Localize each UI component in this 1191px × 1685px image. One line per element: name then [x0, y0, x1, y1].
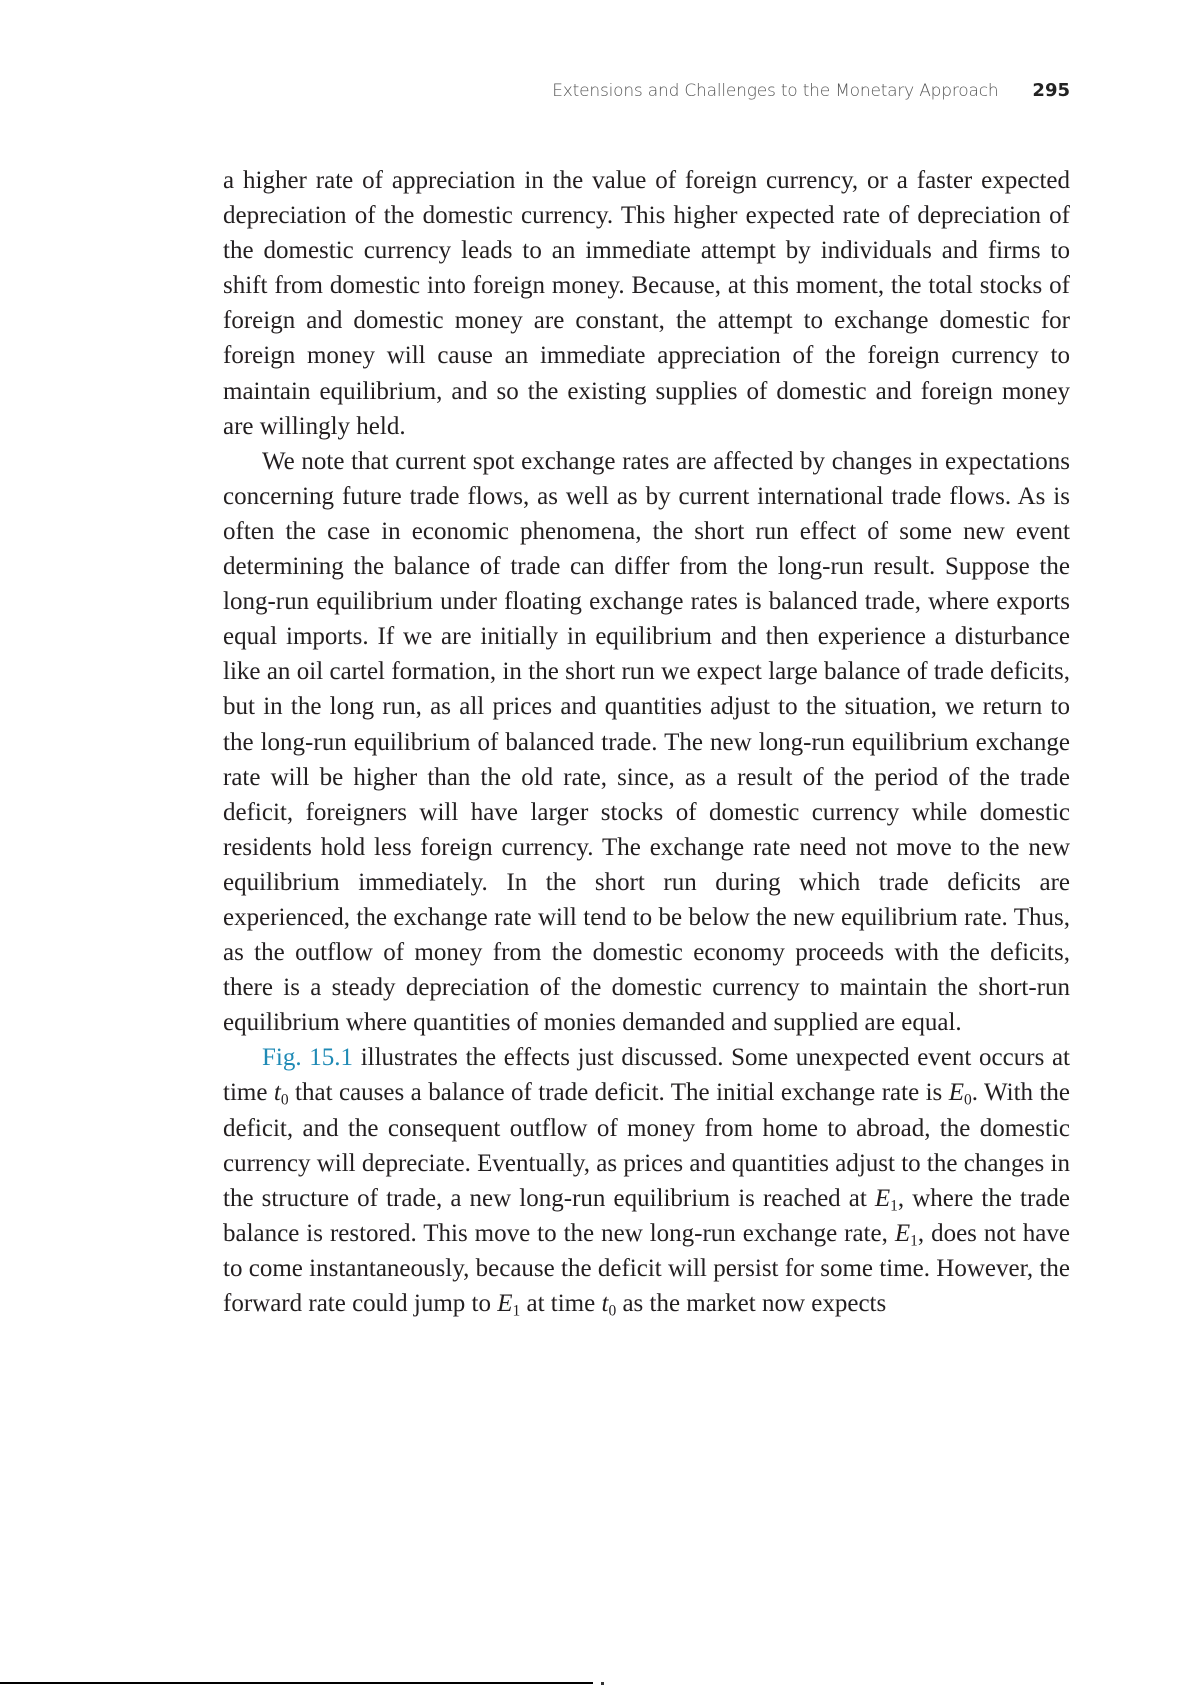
math-E: E [497, 1290, 513, 1317]
math-subscript: 0 [608, 1302, 617, 1320]
math-t: t [601, 1290, 609, 1317]
math-E: E [894, 1219, 911, 1247]
text-segment: , does not have to come instantaneously, because the deficit will persist for some time. However, the forward rate could jump to [223, 1219, 1070, 1317]
bottom-rule [0, 1682, 593, 1684]
text-segment: that causes a balance of trade deficit. The initial exchange rate is [288, 1079, 949, 1107]
text-segment: at time [520, 1290, 602, 1317]
paragraph-3 [223, 1040, 1070, 1321]
math-subscript: 0 [964, 1092, 972, 1110]
text-segment: , where the trade balance is restored. This move to the new long-run exchange rate, [223, 1184, 1071, 1247]
text-segment: as the market now expects [616, 1290, 887, 1317]
text-segment: . With the deficit, and the consequent outflow of money from home to abroad, the domestic currency will depreciate. Eventually, as prices and quantities adjust to the changes in the structure of trade, a new long-run equilibrium is reached at [223, 1079, 1071, 1212]
math-E: E [948, 1079, 965, 1107]
page-number: 295 [1032, 80, 1070, 101]
paragraph-2: We note that current spot exchange rates are affected by changes in expectations concerning future trade flows, as well as by current international trade flows. As is often the case in economic phenomena, the short run effect of some new event determining the balance of trade can differ from the long-run result. Suppose the long-run equilibrium under floating exchange rates is balanced trade, where exports equal imports. If we are initially in equilibrium and then experience a disturbance like an oil cartel formation, in the short run we expect large balance of trade deficits, but in the long run, as all prices and quantities adjust to the situation, we return to the long-run equilibrium of balanced trade. The new long-run equilibrium exchange rate will be higher than the old rate, since, as a result of the period of the trade deficit, foreigners will have larger stocks of domestic currency while domestic residents hold less foreign currency. The exchange rate need not move to the new equilibrium immediately. In the short run during which trade deficits are experienced, the exchange rate will tend to be below the new equilibrium rate. Thus, as the outflow of money from the domestic economy proceeds with the deficits, there is a steady depreciation of the domestic currency to maintain the short-run equilibrium where quantities of monies demanded and supplied are equal. [223, 447, 1070, 1037]
body-text [223, 163, 1070, 1321]
math-subscript: 1 [910, 1232, 918, 1250]
math-subscript: 1 [890, 1197, 898, 1215]
figure-reference-link[interactable]: Fig. 15.1 [262, 1044, 354, 1072]
paragraph-1: a higher rate of appreciation in the value of foreign currency, or a faster expected depreciation of the domestic currency. This higher expected rate of depreciation of the domestic currency leads to an immediate attempt by individuals and firms to shift from domestic into foreign money. Because, at this moment, the total stocks of foreign and domestic money are constant, the attempt to exchange domestic for foreign money will cause an immediate appreciation of the foreign currency to maintain equilibrium, and so the existing supplies of domestic and foreign money are willingly held. [223, 167, 1070, 440]
math-subscript: 1 [512, 1302, 521, 1320]
running-title: Extensions and Challenges to the Monetary Approach [552, 81, 999, 101]
math-t: t [273, 1079, 281, 1107]
running-header [223, 80, 1070, 101]
math-E: E [874, 1184, 891, 1212]
text-segment: illustrates the effects just discussed. Some unexpected event occurs at time [223, 1044, 1071, 1107]
math-subscript: 0 [280, 1092, 289, 1110]
